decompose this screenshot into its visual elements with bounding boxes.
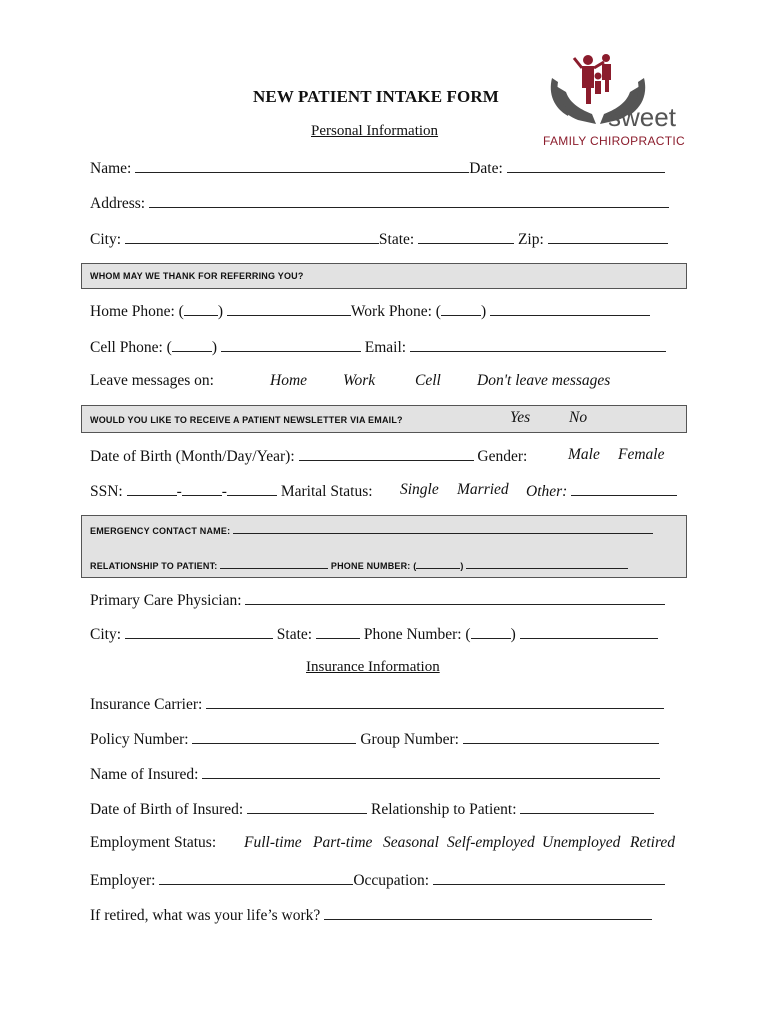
logo-word: sweet [608,102,676,132]
date-label: Date: [469,160,503,177]
city-row [90,229,668,249]
group-label: Group Number: [360,731,459,748]
carrier-row [90,694,664,714]
pcp-state-label: State: [276,626,313,643]
newsletter-option-no[interactable]: No [569,409,588,426]
personal-info-heading: Personal Information [311,123,439,139]
home-phone-label: Home Phone: ( [90,303,184,320]
employment-label: Employment Status: [90,834,217,851]
dob-label: Date of Birth (Month/Day/Year): [90,448,295,465]
cell-phone-area-field[interactable] [172,337,212,352]
referral-label: WHOM MAY WE THANK FOR REFERRING YOU? [90,271,304,281]
newsletter-label: WOULD YOU LIKE TO RECEIVE A PATIENT NEWSLETTER VIA EMAIL? [90,415,403,425]
city-label: City: [90,231,122,248]
message-option-cell[interactable]: Cell [415,372,441,389]
pcp-phone-area-field[interactable] [471,624,511,639]
pcp-location-row: City: State: Phone Number: ( ) [90,624,658,644]
dob-field[interactable] [299,446,474,461]
pcp-row [90,590,665,610]
email-field[interactable] [410,337,666,352]
address-label: Address: [90,195,146,212]
insured-name-row [90,764,660,784]
form-title: NEW PATIENT INTAKE FORM [253,87,499,106]
marital-other-row [526,481,677,501]
email-label: Email: [364,339,407,356]
carrier-label: Insurance Carrier: [90,696,203,713]
emergency-phone-field[interactable] [466,560,628,569]
cell-phone-field[interactable] [221,337,361,352]
gender-option-male[interactable]: Male [568,446,600,463]
zip-field[interactable] [548,229,668,244]
insured-dob-label: Date of Birth of Insured: [90,801,244,818]
date-field[interactable] [507,158,665,173]
employment-option-selfemployed[interactable]: Self-employed [447,834,535,851]
ssn-row: SSN: - - Marital Status: [90,483,373,500]
newsletter-box [81,405,687,433]
work-phone-label: Work Phone: ( [350,303,441,320]
carrier-field[interactable] [206,694,664,709]
emergency-name-row [90,525,653,536]
message-option-home[interactable]: Home [270,372,308,389]
city-field[interactable] [125,229,379,244]
emergency-relationship-label: RELATIONSHIP TO PATIENT: [90,561,218,571]
dob-row [90,446,527,466]
cell-email-row: Cell Phone: ( ) Email: [90,337,666,357]
insured-dob-field[interactable] [247,799,367,814]
emergency-name-field[interactable] [233,525,653,534]
employment-option-seasonal[interactable]: Seasonal [383,834,439,851]
cell-phone-label: Cell Phone: ( [90,339,172,356]
work-phone-field[interactable] [490,301,650,316]
retired-row [90,905,652,925]
retired-label: If retired, what was your life’s work? [90,907,321,924]
pcp-city-field[interactable] [125,624,273,639]
emergency-name-label: EMERGENCY CONTACT NAME: [90,526,231,536]
practice-logo [540,48,690,153]
insured-name-label: Name of Insured: [90,766,199,783]
employment-option-fulltime[interactable]: Full-time [244,834,302,851]
name-field[interactable] [135,158,469,173]
pcp-state-field[interactable] [316,624,360,639]
rel-patient-field[interactable] [520,799,654,814]
employer-label: Employer: [90,872,156,889]
employment-option-unemployed[interactable]: Unemployed [542,834,621,851]
emergency-phone-label: PHONE NUMBER: ( [330,561,417,571]
employment-option-parttime[interactable]: Part-time [313,834,373,851]
gender-option-female[interactable]: Female [618,446,665,463]
emergency-relationship-field[interactable] [220,560,328,569]
address-field[interactable] [149,193,669,208]
occupation-label: Occupation: [353,872,430,889]
emergency-phone-area-field[interactable] [416,560,460,569]
marital-other-field[interactable] [571,481,677,496]
address-row [90,193,669,213]
insured-dob-row [90,799,654,819]
emergency-contact-box [81,515,687,578]
retired-field[interactable] [324,905,652,920]
marital-label: Marital Status: [280,483,373,500]
pcp-field[interactable] [245,590,665,605]
logo-subtitle: FAMILY CHIROPRACTIC [543,134,685,148]
ssn-part2-field[interactable] [182,481,222,496]
pcp-phone-label: Phone Number: ( [363,626,471,643]
name-label: Name: [90,160,132,177]
ssn-label: SSN: [90,483,123,500]
home-phone-area-field[interactable] [184,301,218,316]
gender-label: Gender: [477,448,528,465]
marital-option-married[interactable]: Married [457,481,509,498]
pcp-phone-field[interactable] [520,624,658,639]
employer-field[interactable] [159,870,353,885]
state-label: State: [378,231,415,248]
referral-box[interactable] [81,263,687,289]
state-field[interactable] [418,229,514,244]
marital-option-single[interactable]: Single [400,481,439,498]
pcp-label: Primary Care Physician: [90,592,242,609]
ssn-part1-field[interactable] [127,481,177,496]
policy-group-row [90,729,659,749]
policy-field[interactable] [192,729,356,744]
rel-patient-label: Relationship to Patient: [371,801,517,818]
newsletter-option-yes[interactable]: Yes [510,409,531,426]
insurance-info-heading: Insurance Information [306,659,440,675]
employment-option-retired[interactable]: Retired [630,834,676,851]
message-option-none[interactable]: Don't leave messages [477,372,611,389]
leave-messages-label: Leave messages on: [90,372,214,389]
home-work-phone-row: Home Phone: ( ) Work Phone: ( ) [90,301,650,321]
message-option-work[interactable]: Work [343,372,376,389]
policy-label: Policy Number: [90,731,189,748]
zip-label: Zip: [517,231,544,248]
work-phone-area-field[interactable] [441,301,481,316]
group-field[interactable] [463,729,659,744]
marital-other-label: Other: [526,483,568,500]
ssn-part3-field[interactable] [227,481,277,496]
pcp-city-label: City: [90,626,122,643]
occupation-field[interactable] [433,870,665,885]
employer-row [90,870,665,890]
insured-name-field[interactable] [202,764,660,779]
home-phone-field[interactable] [227,301,351,316]
emergency-relationship-row: RELATIONSHIP TO PATIENT: PHONE NUMBER: ( ) [90,560,628,571]
name-row [90,158,665,178]
